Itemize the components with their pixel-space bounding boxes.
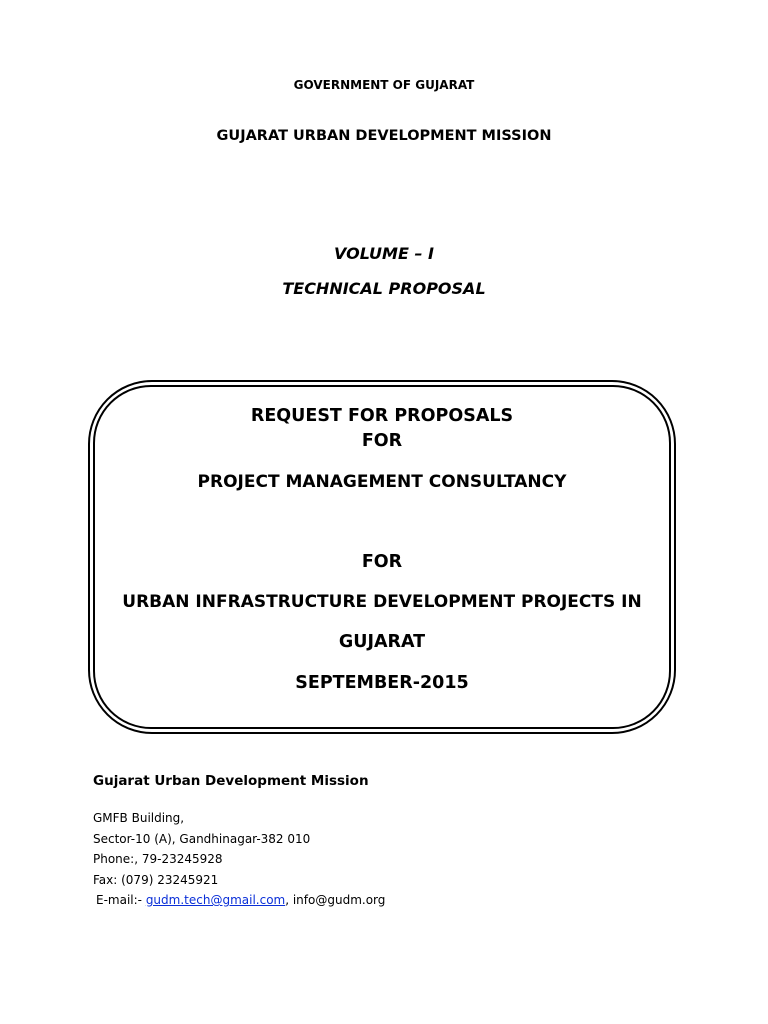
address-sector: Sector-10 (A), Gandhinagar-382 010 — [93, 832, 311, 846]
email-link[interactable]: gudm.tech@gmail.com — [145, 893, 286, 907]
volume-label: VOLUME – I — [334, 244, 434, 263]
title-line-for-2: FOR — [361, 552, 403, 572]
email-rest: , info@gudm.org — [285, 893, 386, 907]
title-line-pmc: PROJECT MANAGEMENT CONSULTANCY — [197, 472, 567, 492]
address-org-name: Gujarat Urban Development Mission — [93, 773, 369, 789]
title-line-date: SEPTEMBER-2015 — [295, 673, 469, 693]
title-line-urban-infra: URBAN INFRASTRUCTURE DEVELOPMENT PROJECTS IN — [122, 592, 642, 612]
address-building: GMFB Building, — [93, 811, 185, 825]
government-heading: GOVERNMENT OF GUJARAT — [293, 78, 475, 92]
title-line-gujarat: GUJARAT — [338, 632, 426, 652]
address-phone: Phone:, 79-23245928 — [93, 852, 223, 866]
address-email-line — [96, 893, 385, 907]
title-line-for-1: FOR — [361, 431, 403, 451]
proposal-type-label: TECHNICAL PROPOSAL — [282, 279, 486, 298]
title-line-rfp: REQUEST FOR PROPOSALS — [250, 406, 514, 426]
mission-heading: GUJARAT URBAN DEVELOPMENT MISSION — [216, 128, 552, 144]
address-fax: Fax: (079) 23245921 — [93, 873, 219, 887]
email-label: E-mail:- — [96, 893, 146, 907]
